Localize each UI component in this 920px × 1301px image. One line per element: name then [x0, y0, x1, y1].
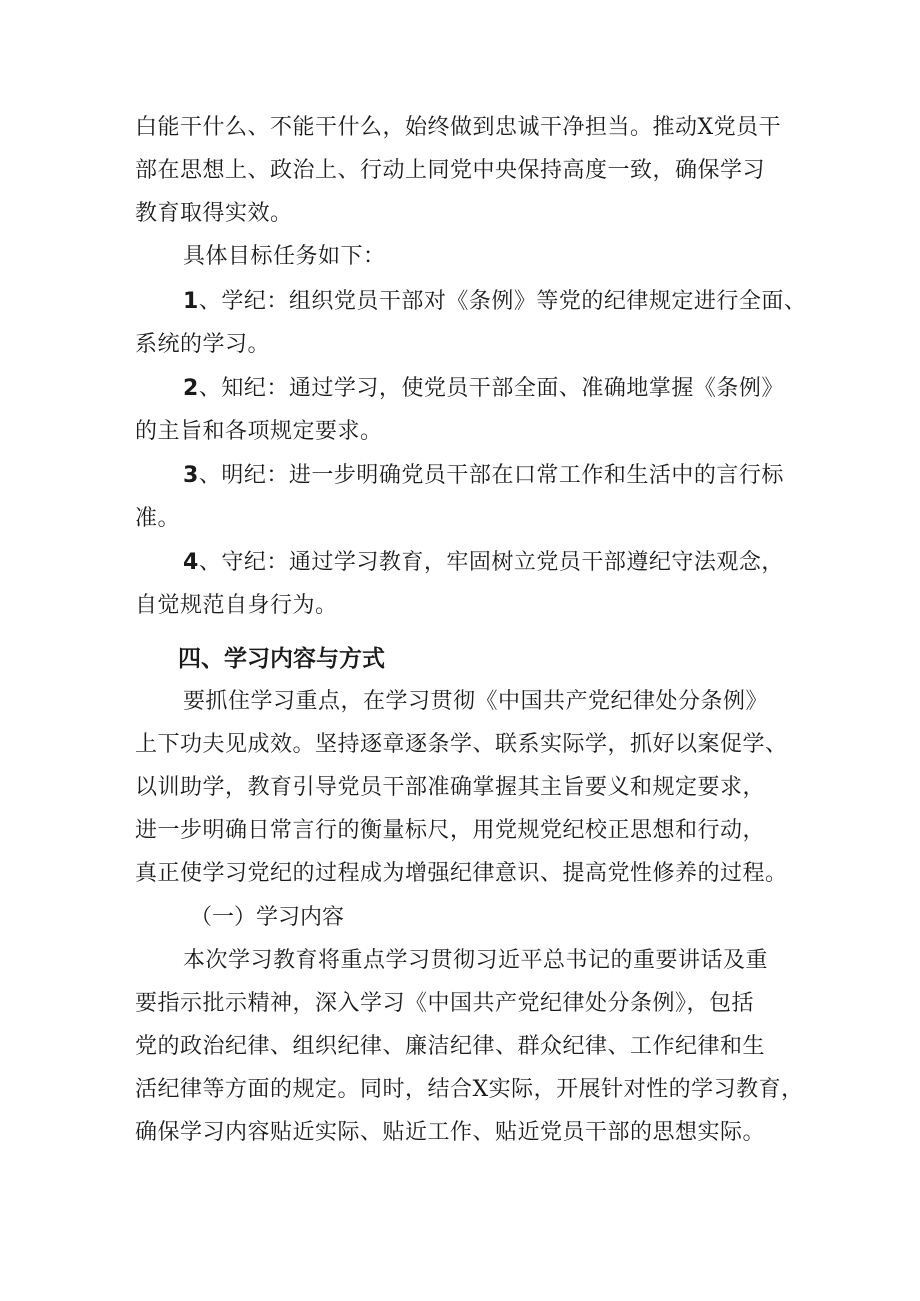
- subsection-para-line-2: 要指示批示精神，深入学习《中国共产党纪律处分条例》，包括: [135, 991, 755, 1016]
- section-para-line-3: 以训助学，教育引导党员干部准确掌握其主旨要义和规定要求，: [135, 775, 766, 800]
- section-para-line-5: 真正使学习党纪的过程成为增强纪律意识、提高党性修养的过程。: [135, 861, 788, 886]
- goal-number: 4: [183, 550, 199, 575]
- goals-lead: 具体目标任务如下：: [183, 244, 386, 269]
- intro-line-1: 白能干什么、不能干什么，始终做到忠诚干净担当。推动X党员干: [135, 115, 782, 140]
- goal-text: 、守纪：通过学习教育，牢固树立党员干部遵纪守法观念，: [198, 550, 784, 575]
- goal-text: 、知纪：通过学习，使党员干部全面、准确地掌握《条例》: [198, 376, 784, 401]
- subsection-para-line-3: 党的政治纪律、组织纪律、廉洁纪律、群众纪律、工作纪律和生: [135, 1034, 766, 1059]
- goal-item-2-cont: 的主旨和各项规定要求。: [135, 419, 383, 444]
- goal-item-1: [183, 287, 806, 317]
- goal-item-3-cont: 准。: [135, 506, 181, 531]
- intro-line-2: 部在思想上、政治上、行动上同党中央保持高度一致，确保学习: [135, 158, 766, 183]
- section-para-line-2: 上下功夫见成效。坚持逐章逐条学、联系实际学，抓好以案促学、: [135, 732, 788, 757]
- goal-text: 、明纪：进一步明确党员干部在口常工作和生活中的言行标: [198, 463, 784, 488]
- goal-item-3: [183, 461, 784, 491]
- subsection-para-line-4: 活纪律等方面的规定。同时，结合X实际，开展针对性的学习教育，: [135, 1077, 804, 1102]
- section-para-line-1: 要抓住学习重点，在学习贯彻《中国共产党纪律处分条例》: [183, 689, 769, 714]
- goal-item-2: [183, 374, 784, 404]
- goal-number: 2: [183, 376, 199, 401]
- goal-item-4-cont: 自觉规范自身行为。: [135, 593, 338, 618]
- goal-number: 1: [183, 289, 199, 314]
- section-para-line-4: 进一步明确日常言行的衡量标尺，用党规党纪校正思想和行动，: [135, 818, 766, 843]
- goal-number: 3: [183, 463, 199, 488]
- intro-line-3: 教育取得实效。: [135, 201, 293, 226]
- subsection-para-line-1: 本次学习教育将重点学习贯彻习近平总书记的重要讲话及重: [183, 948, 769, 973]
- goal-item-1-cont: 系统的学习。: [135, 332, 271, 357]
- subsection-heading: （一）学习内容: [190, 905, 345, 930]
- subsection-para-line-5: 确保学习内容贴近实际、贴近工作、贴近党员干部的思想实际。: [135, 1120, 766, 1145]
- goal-item-4: [183, 548, 784, 578]
- goal-text: 、学纪：组织党员干部对《条例》等党的纪律规定进行全面、: [198, 289, 807, 314]
- section-heading: 四、学习内容与方式: [178, 646, 385, 672]
